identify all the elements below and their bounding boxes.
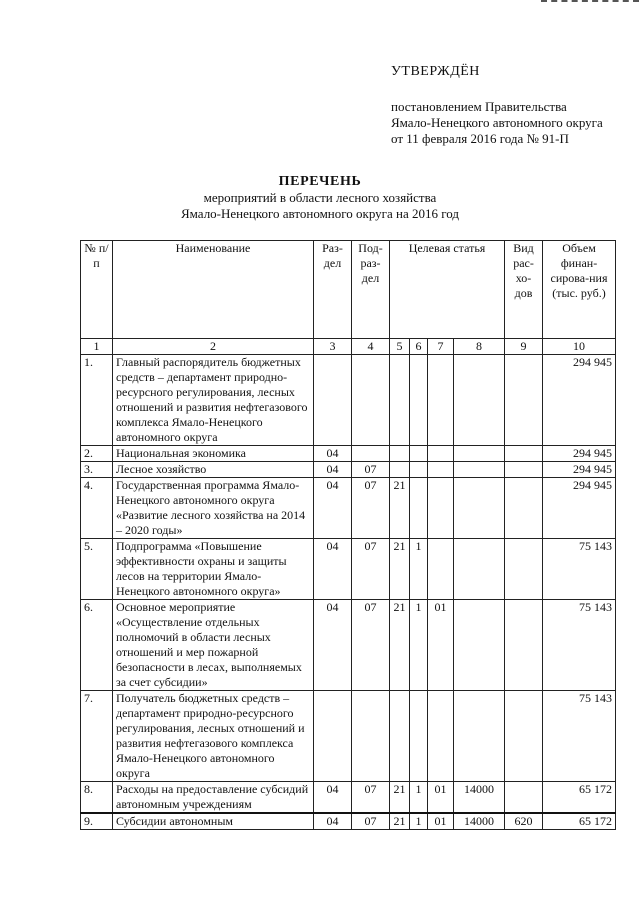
row-target-event [428,478,454,539]
column-number: 4 [352,339,390,355]
row-podrazdel [352,355,390,446]
row-podrazdel: 07 [352,478,390,539]
row-target-event [428,462,454,478]
row-target-code [454,355,505,446]
column-number: 8 [454,339,505,355]
row-expense-type [505,462,543,478]
row-razdel: 04 [314,539,352,600]
table-row [81,355,616,446]
row-podrazdel: 07 [352,539,390,600]
row-target-event [428,691,454,782]
column-number: 10 [543,339,616,355]
approval-line: от 11 февраля 2016 года № 91-П [391,131,569,146]
approval-line: постановлением Правительства [391,99,567,114]
row-number: 4. [81,478,113,539]
header-name: Наименование [113,241,314,339]
table-row [81,691,616,782]
header-amount: Объем финан-сирова-ния (тыс. руб.) [543,241,616,339]
row-number: 3. [81,462,113,478]
row-target-event: 01 [428,813,454,830]
column-number: 3 [314,339,352,355]
column-number: 1 [81,339,113,355]
row-target-sub: 1 [410,813,428,830]
row-expense-type [505,691,543,782]
table-row [81,446,616,462]
row-target-code: 14000 [454,782,505,814]
row-target-program: 21 [390,478,410,539]
row-amount: 65 172 [543,813,616,830]
row-target-event [428,539,454,600]
row-target-sub: 1 [410,782,428,814]
row-target-program: 21 [390,813,410,830]
row-target-sub [410,478,428,539]
row-target-program [390,446,410,462]
row-target-program [390,355,410,446]
row-amount: 294 945 [543,478,616,539]
header-razdel: Раз-дел [314,241,352,339]
header-num: № п/п [81,241,113,339]
row-expense-type [505,539,543,600]
row-amount: 294 945 [543,355,616,446]
row-target-program: 21 [390,782,410,814]
row-target-sub [410,462,428,478]
row-target-event [428,355,454,446]
row-number: 1. [81,355,113,446]
row-number: 5. [81,539,113,600]
row-target-code [454,462,505,478]
row-razdel [314,691,352,782]
row-amount: 75 143 [543,600,616,691]
row-amount: 65 172 [543,782,616,814]
row-name: Национальная экономика [113,446,314,462]
row-name: Главный распорядитель бюджетных средств – департамент природно-ресурсного регулирования, лесных отношений и развития нефтегазового комплекса Ямало-Ненецкого автономного округа [113,355,314,446]
column-number: 9 [505,339,543,355]
row-razdel: 04 [314,813,352,830]
row-razdel: 04 [314,446,352,462]
row-target-code [454,600,505,691]
table-row [81,539,616,600]
row-target-program: 21 [390,600,410,691]
header-vid: Вид рас-хо-дов [505,241,543,339]
header-podrazdel: Под-раз-дел [352,241,390,339]
table-row [81,813,616,830]
row-number: 7. [81,691,113,782]
table-row [81,462,616,478]
row-razdel: 04 [314,462,352,478]
column-number: 7 [428,339,454,355]
row-razdel [314,355,352,446]
column-number: 6 [410,339,428,355]
row-expense-type [505,355,543,446]
row-podrazdel: 07 [352,813,390,830]
row-podrazdel: 07 [352,600,390,691]
document-title: ПЕРЕЧЕНЬ [278,174,362,189]
row-number: 2. [81,446,113,462]
column-number: 5 [390,339,410,355]
header-target: Целевая статья [390,241,505,339]
document-subtitle: мероприятий в области лесного хозяйства [203,190,437,205]
column-number: 2 [113,339,314,355]
row-expense-type [505,600,543,691]
approval-line: Ямало-Ненецкого автономного округа [391,115,603,130]
row-target-sub [410,446,428,462]
row-amount: 294 945 [543,446,616,462]
row-name: Подпрограмма «Повышение эффективности охраны и защиты лесов на территории Ямало-Ненецкого автономного округа» [113,539,314,600]
row-podrazdel [352,446,390,462]
row-name: Субсидии автономным [113,813,314,830]
row-target-code [454,539,505,600]
row-podrazdel: 07 [352,462,390,478]
row-name: Лесное хозяйство [113,462,314,478]
measures-table [80,240,616,830]
table-body [81,339,616,830]
row-number: 8. [81,782,113,814]
row-target-sub: 1 [410,600,428,691]
row-target-event: 01 [428,782,454,814]
row-target-code [454,691,505,782]
row-target-code [454,478,505,539]
row-expense-type [505,478,543,539]
row-razdel: 04 [314,782,352,814]
row-target-event: 01 [428,600,454,691]
row-target-program [390,462,410,478]
row-amount: 294 945 [543,462,616,478]
row-expense-type [505,782,543,814]
row-target-event [428,446,454,462]
row-number: 6. [81,600,113,691]
table-row [81,782,616,814]
row-razdel: 04 [314,478,352,539]
row-expense-type: 620 [505,813,543,830]
row-target-sub [410,355,428,446]
top-edge-mark [541,0,639,5]
row-name: Получатель бюджетных средств – департамент природно-ресурсного регулирования, лесных отношений и развития нефтегазового комплекса Ямало-Ненецкого автономного округа [113,691,314,782]
row-amount: 75 143 [543,691,616,782]
approval-block [391,64,631,147]
column-number-row [81,339,616,355]
row-target-sub: 1 [410,539,428,600]
table-row [81,600,616,691]
row-expense-type [505,446,543,462]
row-razdel: 04 [314,600,352,691]
document-heading [0,173,640,222]
row-target-code: 14000 [454,813,505,830]
row-target-sub [410,691,428,782]
row-podrazdel [352,691,390,782]
row-amount: 75 143 [543,539,616,600]
row-target-program [390,691,410,782]
approval-title: УТВЕРЖДЁН [391,64,480,79]
row-target-code [454,446,505,462]
row-number: 9. [81,813,113,830]
row-podrazdel: 07 [352,782,390,814]
table-row [81,478,616,539]
row-name: Основное мероприятие «Осуществление отдельных полномочий в области лесных отношений и мер пожарной безопасности в лесах, выполняемых за счет субсидии» [113,600,314,691]
row-target-program: 21 [390,539,410,600]
row-name: Расходы на предоставление субсидий автономным учреждениям [113,782,314,814]
document-subtitle: Ямало-Ненецкого автономного округа на 2016 год [181,206,459,221]
row-name: Государственная программа Ямало-Ненецкого автономного округа «Развитие лесного хозяйства на 2014 – 2020 годы» [113,478,314,539]
